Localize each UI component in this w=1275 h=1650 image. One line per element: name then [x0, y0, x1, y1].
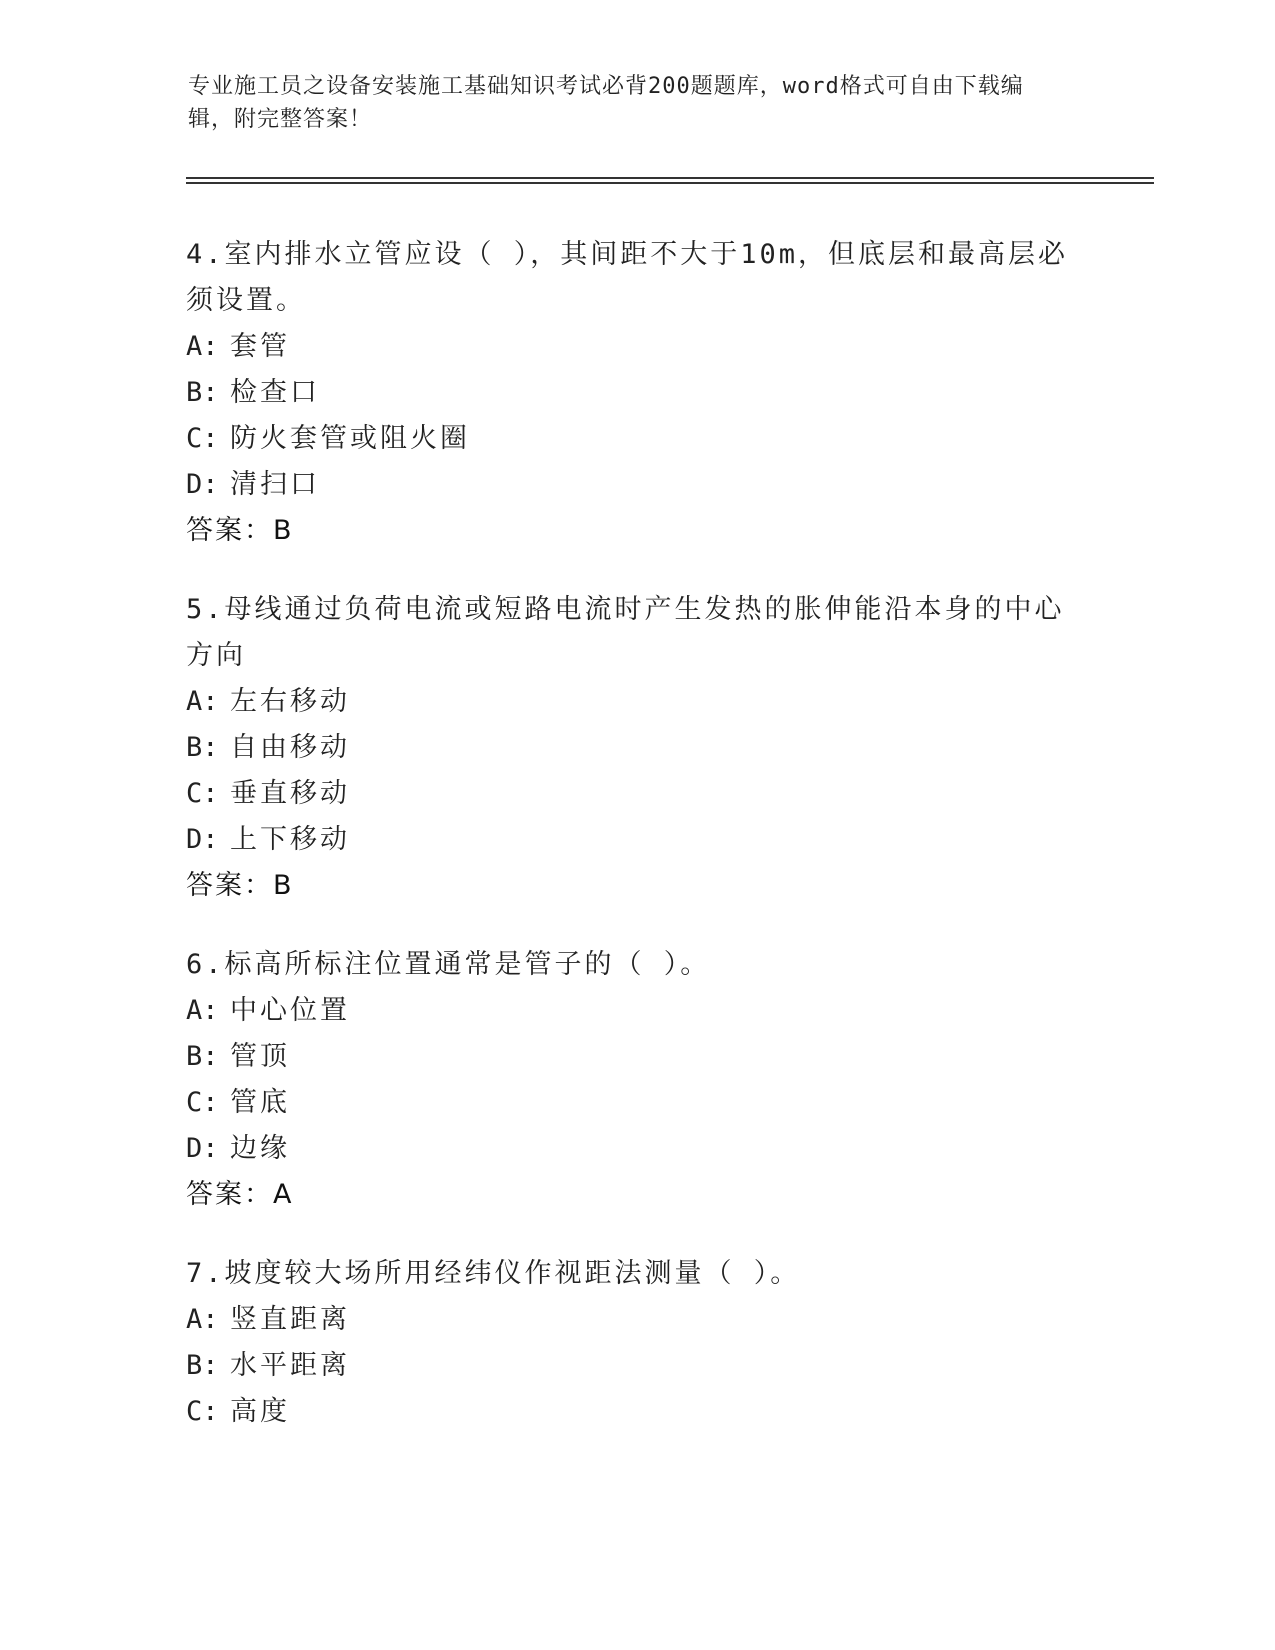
- option-a: [186, 679, 1086, 725]
- option-letter: A:: [186, 686, 219, 717]
- answer-line: 答案：B: [186, 870, 294, 901]
- option-letter: C:: [186, 1087, 219, 1118]
- option-letter: C:: [186, 423, 219, 454]
- option-text: 套管: [230, 331, 290, 362]
- option-text: 清扫口: [230, 469, 320, 500]
- option-text: 水平距离: [230, 1350, 350, 1381]
- question-text: 5.母线通过负荷电流或短路电流时产生发热的胀伸能沿本身的中心方向: [186, 594, 1065, 671]
- option-text: 检查口: [230, 377, 320, 408]
- option-b: [186, 370, 1086, 416]
- option-b: [186, 1034, 1086, 1080]
- option-text: 自由移动: [230, 732, 350, 763]
- option-text: 中心位置: [230, 995, 350, 1026]
- option-letter: A:: [186, 331, 219, 362]
- option-d: [186, 1126, 1086, 1172]
- header-divider-top: [186, 177, 1154, 179]
- option-text: 上下移动: [230, 824, 350, 855]
- option-text: 管底: [230, 1087, 290, 1118]
- option-b: [186, 1343, 1086, 1389]
- question-7: [186, 1251, 1086, 1435]
- option-text: 竖直距离: [230, 1304, 350, 1335]
- option-text: 高度: [230, 1396, 290, 1427]
- question-text: 4.室内排水立管应设（ ），其间距不大于10m，但底层和最高层必须设置。: [186, 239, 1069, 316]
- option-c: [186, 1389, 1086, 1435]
- option-a: [186, 324, 1086, 370]
- answer-line: 答案：B: [186, 515, 294, 546]
- question-5: [186, 587, 1086, 909]
- option-a: [186, 1297, 1086, 1343]
- option-text: 垂直移动: [230, 778, 350, 809]
- option-d: [186, 462, 1086, 508]
- option-a: [186, 988, 1086, 1034]
- option-d: [186, 817, 1086, 863]
- option-letter: A:: [186, 995, 219, 1026]
- option-letter: C:: [186, 1396, 219, 1427]
- option-c: [186, 1080, 1086, 1126]
- question-list: [186, 232, 1086, 1468]
- option-letter: D:: [186, 469, 219, 500]
- header-divider-bottom: [186, 182, 1154, 184]
- option-letter: C:: [186, 778, 219, 809]
- question-text: 6.标高所标注位置通常是管子的（ ）。: [186, 949, 711, 980]
- option-text: 左右移动: [230, 686, 350, 717]
- option-text: 管顶: [230, 1041, 290, 1072]
- option-letter: D:: [186, 1133, 219, 1164]
- option-letter: B:: [186, 732, 219, 763]
- option-letter: D:: [186, 824, 219, 855]
- answer-line: 答案：A: [186, 1179, 294, 1210]
- option-c: [186, 771, 1086, 817]
- option-c: [186, 416, 1086, 462]
- option-letter: A:: [186, 1304, 219, 1335]
- option-letter: B:: [186, 1350, 219, 1381]
- option-text: 防火套管或阻火圈: [230, 423, 470, 454]
- option-text: 边缘: [230, 1133, 290, 1164]
- option-letter: B:: [186, 377, 219, 408]
- document-title: 专业施工员之设备安装施工基础知识考试必背200题题库，word格式可自由下载编辑，附完整答案！: [188, 74, 1024, 132]
- option-letter: B:: [186, 1041, 219, 1072]
- question-4: [186, 232, 1086, 554]
- option-b: [186, 725, 1086, 771]
- question-6: [186, 942, 1086, 1218]
- question-text: 7.坡度较大场所用经纬仪作视距法测量（ ）。: [186, 1258, 801, 1289]
